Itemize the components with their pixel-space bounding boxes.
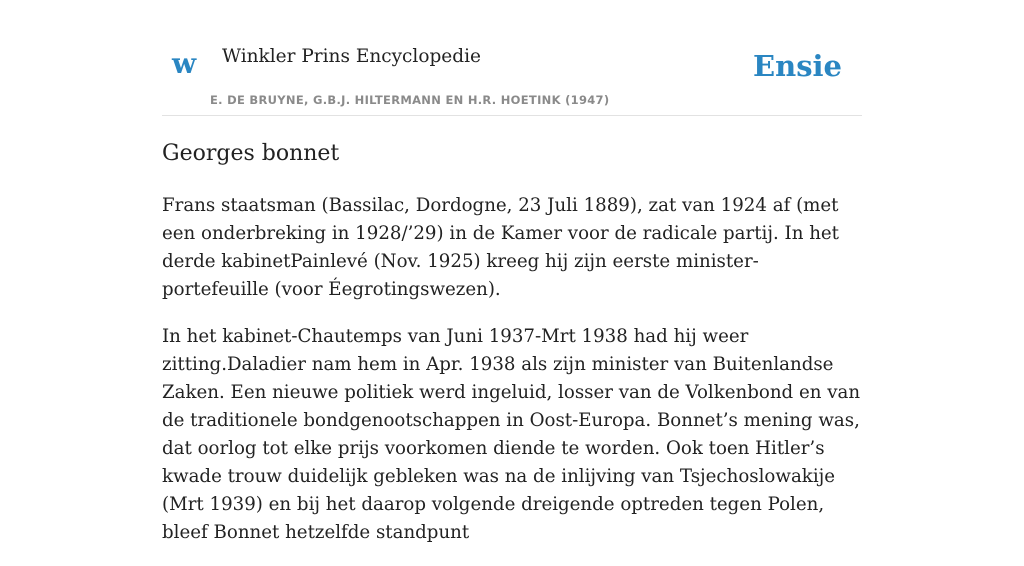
site-title[interactable]: Winkler Prins Encyclopedie bbox=[222, 46, 481, 67]
brand-logo[interactable]: Ensie bbox=[753, 49, 842, 83]
site-header bbox=[162, 0, 862, 116]
authors-line: E. DE BRUYNE, G.B.J. HILTERMANN EN H.R. HOETINK (1947) bbox=[210, 93, 610, 107]
article-paragraph: Frans staatsman (Bassilac, Dordogne, 23 Juli 1889), zat van 1924 af (met een onderbreking in 1928/’29) in de Kamer voor de radicale partij. In het derde kabinetPainlevé (Nov. 1925) kreeg hij zijn eerste minister-portefeuille (voor Éegrotingswezen). bbox=[162, 195, 839, 300]
article-body bbox=[162, 192, 862, 566]
article-title: Georges bonnet bbox=[162, 141, 340, 166]
site-logo[interactable]: w bbox=[172, 47, 197, 80]
article-paragraph: In het kabinet-Chautemps van Juni 1937-Mrt 1938 had hij weer zitting.Daladier nam hem in Apr. 1938 als zijn minister van Buitenlandse Zaken. Een nieuwe politiek werd ingeluid, losser van de Volkenbond en van de traditionele bondgenootschappen in Oost-Europa. Bonnet’s mening was, dat oorlog tot elke prijs voorkomen diende te worden. Ook toen Hitler’s kwade trouw duidelijk gebleken was na de inlijving van Tsjechoslowakije (Mrt 1939) en bij het daarop volgende dreigende optreden tegen Polen, bleef Bonnet hetzelfde standpunt bbox=[162, 326, 861, 543]
